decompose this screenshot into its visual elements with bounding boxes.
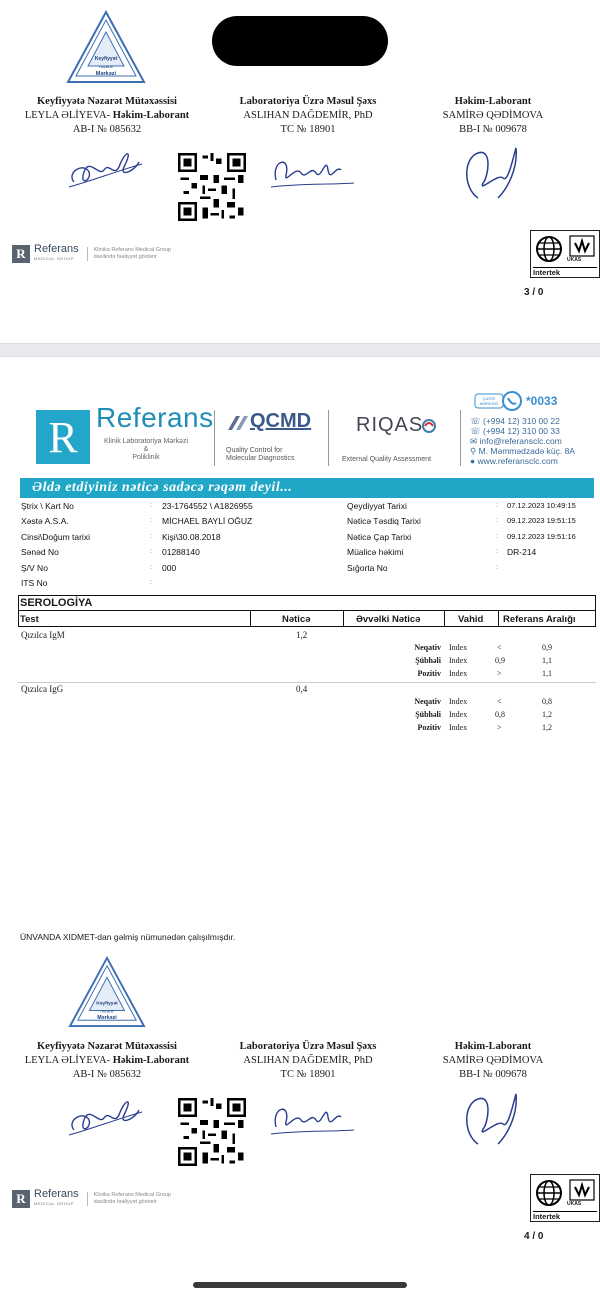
referans-footer-logo: R Referans MEDICAL GROUP Klinika Referans Medical Group daxilində fəaliyyət göstərir [12,1189,171,1209]
page-number: 3 / 0 [524,287,544,298]
riqas-subtitle: External Quality Assessment [342,456,432,463]
col-header-previous: Əvvəlki Nəticə [356,614,421,625]
info-label: Müalicə həkimi [347,547,404,557]
page-separator [0,343,600,357]
phone-icon: ☏ [470,416,481,426]
web-icon: ● [470,456,476,466]
qcmd-logo-icon [226,414,250,432]
info-label: Ştrix \ Kart No [21,501,74,511]
signature-2 [266,1092,356,1142]
phone-1[interactable]: (+994 12) 310 00 22 [483,416,560,426]
qcmd-logo: QCMD [250,410,312,432]
signature-3 [458,138,528,206]
info-value: 09.12.2023 19:51:15 [507,516,576,525]
signature-1 [64,142,144,197]
test-name: Qızılca IgG [21,684,64,694]
info-value: Kişi\30.08.2018 [162,532,221,542]
referans-footer-logo: R Referans MEDICAL GROUP Klinika Referans Medical Group daxilində fəaliyyət göstərir [12,244,171,264]
signature-1 [64,1090,144,1145]
svg-text:Keyfiyyət: Keyfiyyət [96,1001,118,1007]
svg-text:Mərkəzi: Mərkəzi [95,71,117,77]
info-value: 000 [162,563,177,573]
signature-2 [266,145,356,195]
page-number: 4 / 0 [524,1231,544,1242]
test-result: 0,4 [296,684,308,694]
svg-text:Mərkəzi: Mərkəzi [97,1015,117,1022]
info-label: Cinsi\Doğum tarixi [21,532,90,542]
intertek-ukas-badge: UKAS Intertek [530,1174,600,1222]
quality-stamp-logo [68,956,146,1028]
location-icon: ⚲ [470,446,477,456]
sample-note: ÜNVANDA XIDMET-dan gəlmiş nümunədən çalışılmışdır. [20,932,236,942]
info-label: Qeydiyyat Tarixi [347,501,407,511]
signer-doctor: Həkim-Laborant SAMİRƏ QƏDİMOVA BB-I № 009678 [442,96,544,135]
section-title: SEROLOGİYA [20,597,93,609]
signer-lab: Laboratoriya Üzrə Məsul Şəxs ASLIHAN DAĞDEMİR, PhD TC № 18901 [239,1041,377,1080]
signer-quality: Keyfiyyətə Nəzarət Mütəxəssisi LEYLA ƏLİYEVA- Həkim-Laborant AB-I № 085632 [24,96,190,135]
intertek-ukas-badge: UKAS Intertek [530,230,600,278]
referans-logo-icon: R [36,410,90,464]
info-label: Ş/V No [21,563,48,573]
riqas-swirl-icon [421,418,437,434]
signature-3 [458,1084,528,1152]
svg-text:ÇAĞRI: ÇAĞRI [482,396,496,401]
email-icon: ✉ [470,436,478,446]
test-name: Qızılca IgM [21,630,65,640]
svg-text:Keyfiyyət: Keyfiyyət [94,56,118,62]
info-label: Nəticə Təsdiq Tarixi [347,516,421,526]
call-center-icon [474,390,524,412]
referans-r-icon: R [12,245,30,263]
address-text: M. Məmmədzadə küç. 8A [478,446,575,456]
globe-icon [535,235,563,263]
col-header-reference: Referans Aralığı [503,614,576,625]
call-center-number[interactable]: *0033 [526,394,558,408]
redaction-block [212,16,388,66]
qr-code [178,153,246,221]
info-value: 01288140 [162,547,200,557]
col-header-result: Nəticə [282,614,311,625]
info-value: 07.12.2023 10:49:15 [507,501,576,510]
info-value: 09.12.2023 19:51:16 [507,532,576,541]
home-indicator[interactable] [193,1282,407,1288]
qr-code [178,1098,246,1166]
svg-text:MƏRKƏZİ: MƏRKƏZİ [479,401,499,406]
col-header-unit: Vahid [458,614,484,625]
signer-doctor: Həkim-Laborant SAMİRƏ QƏDİMOVA BB-I № 009678 [442,1041,544,1080]
info-label: ITS No [21,578,48,588]
slogan-banner: Əldə etdiyiniz nəticə sadəcə rəqəm deyil... [20,478,594,498]
col-header-test: Test [20,614,39,625]
info-label: Xəstə A.S.A. [21,516,69,526]
email-link[interactable]: info@referansclc.com [479,436,562,446]
info-label: Sənəd No [21,547,59,557]
riqas-logo: RIQAS [356,414,424,436]
test-result: 1,2 [296,630,308,640]
svg-text:nəzarət: nəzarət [100,1008,114,1014]
signer-quality: Keyfiyyətə Nəzarət Mütəxəssisi LEYLA ƏLİYEVA- Həkim-Laborant AB-I № 085632 [24,1041,190,1080]
phone-2[interactable]: (+994 12) 310 00 33 [483,426,560,436]
signer-lab: Laboratoriya Üzrə Məsul Şəxs ASLIHAN DAĞDEMİR, PhD TC № 18901 [239,96,377,135]
qcmd-subtitle: Quality Control for Molecular Diagnostics [226,447,295,462]
info-value: MİCHAEL BAYLİ OĞUZ [162,516,253,526]
phone-icon: ☏ [470,426,481,436]
brand-subtitle: Klinik Laboratoriya Mərkəzi & Poliklinik [103,438,189,461]
quality-stamp-logo [66,10,146,84]
info-label: Nəticə Çap Tarixi [347,532,412,542]
web-link[interactable]: www.referansclc.com [477,456,558,466]
referans-r-icon: R [12,1190,30,1208]
svg-text:nəzarət: nəzarət [99,64,113,69]
info-label: Sığorta No [347,563,388,573]
globe-icon [535,1179,563,1207]
contact-block [470,416,575,466]
info-value: DR-214 [507,547,537,557]
info-value: 23-1764552 \ A1826955 [162,501,253,511]
brand-name: Referans [96,402,214,433]
